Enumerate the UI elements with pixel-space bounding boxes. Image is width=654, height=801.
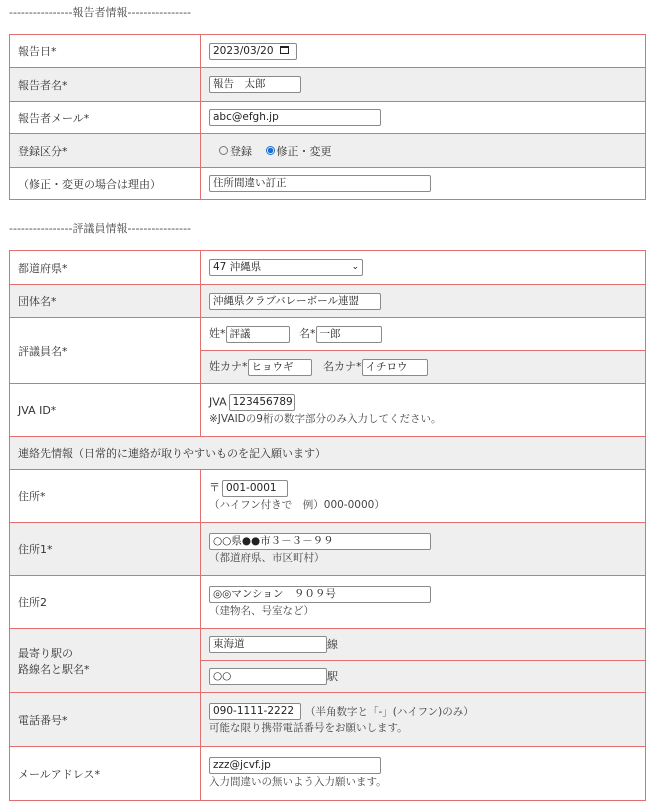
report-date-label: 報告日* — [10, 35, 201, 68]
councilor-form-table — [9, 250, 646, 801]
reporter-name-cell — [201, 68, 646, 102]
mail-row — [10, 747, 646, 801]
phone-label: 電話番号* — [10, 693, 201, 747]
phone-hint: （半角数字と「-」(ハイフン)のみ） — [305, 705, 474, 718]
address2-cell — [201, 576, 646, 629]
station-cell — [201, 661, 646, 693]
address1-cell — [201, 523, 646, 576]
jva-label: JVA ID* — [10, 384, 201, 437]
mail-label: メールアドレス* — [10, 747, 201, 801]
mei-kana-label: 名カナ* — [323, 360, 362, 374]
phone-cell — [201, 693, 646, 747]
address-cell — [201, 470, 646, 523]
chevron-down-icon: ⌄ — [351, 262, 359, 272]
address1-input[interactable]: ○○県●●市３－３－９９ — [209, 533, 431, 550]
line-row — [10, 629, 646, 661]
prefecture-row — [10, 251, 646, 285]
radio-modify-label: 修正・変更 — [276, 144, 332, 158]
radio-register-label: 登録 — [230, 144, 252, 158]
report-date-row — [10, 35, 646, 68]
address1-row — [10, 523, 646, 576]
radio-register[interactable] — [219, 145, 252, 158]
mei-kana-input[interactable]: イチロウ — [362, 359, 428, 376]
station-input[interactable]: ○○ — [209, 668, 327, 685]
mei-input[interactable]: 一郎 — [316, 326, 382, 343]
reporter-name-input[interactable]: 報告 太郎 — [209, 76, 301, 93]
station-suffix: 駅 — [327, 669, 338, 683]
reason-label: （修正・変更の場合は理由） — [10, 168, 201, 200]
sei-kana-input[interactable]: ヒョウギ — [248, 359, 312, 376]
jva-cell — [201, 384, 646, 437]
prefecture-value: 47 沖縄県 — [213, 261, 262, 273]
postal-input[interactable]: 001-0001 — [222, 480, 288, 497]
line-cell — [201, 629, 646, 661]
address1-label: 住所1* — [10, 523, 201, 576]
line-suffix: 線 — [327, 637, 338, 651]
org-label: 団体名* — [10, 285, 201, 318]
org-row — [10, 285, 646, 318]
station-label-line2: 路線名と駅名* — [18, 662, 90, 676]
phone-input[interactable]: 090-1111-2222 — [209, 703, 301, 720]
sei-label: 姓* — [209, 327, 226, 341]
contact-header: 連絡先情報（日常的に連絡が取りやすいものを記入願います） — [10, 437, 646, 470]
prefecture-label: 都道府県* — [10, 251, 201, 285]
councilor-section-title: ----------------評議員情報---------------- — [9, 222, 192, 235]
reporter-email-cell — [201, 102, 646, 134]
sei-kana-label: 姓カナ* — [209, 360, 248, 374]
address1-note: （都道府県、市区町村） — [209, 551, 325, 564]
reason-row — [10, 168, 646, 200]
address2-label: 住所2 — [10, 576, 201, 629]
reporter-name-row — [10, 68, 646, 102]
line-input[interactable]: 東海道 — [209, 636, 327, 653]
postal-note: （ハイフン付きで 例）000-0000） — [209, 498, 385, 511]
registration-type-label: 登録区分* — [10, 134, 201, 168]
report-date-cell — [201, 35, 646, 68]
station-label — [10, 629, 201, 693]
calendar-icon[interactable] — [280, 46, 289, 54]
reporter-section-title: ----------------報告者情報---------------- — [9, 6, 192, 19]
phone-row — [10, 693, 646, 747]
station-label-line1: 最寄り駅の — [18, 646, 73, 660]
phone-note: 可能な限り携帯電話番号をお願いします。 — [209, 722, 408, 734]
address-row — [10, 470, 646, 523]
contact-header-row — [10, 437, 646, 470]
postal-mark: 〒 — [209, 481, 220, 495]
jva-prefix: JVA — [209, 395, 227, 408]
report-date-value: 2023/03/20 — [213, 44, 274, 57]
org-input[interactable]: 沖縄県クラブバレーボール連盟 — [209, 293, 381, 310]
reporter-email-input[interactable]: abc@efgh.jp — [209, 109, 381, 126]
registration-type-cell — [201, 134, 646, 168]
jva-input[interactable]: 123456789 — [229, 394, 295, 411]
mail-note: 入力間違いの無いよう入力願います。 — [209, 776, 387, 788]
mail-input[interactable]: zzz@jcvf.jp — [209, 757, 381, 774]
address2-note: （建物名、号室など） — [209, 604, 314, 617]
reason-input[interactable]: 住所間違い訂正 — [209, 175, 431, 192]
address-label: 住所* — [10, 470, 201, 523]
radio-modify-circle[interactable] — [266, 146, 275, 155]
mei-label: 名* — [299, 327, 316, 341]
address2-input[interactable]: ◎◎マンション ９０９号 — [209, 586, 431, 603]
reporter-form-table — [9, 34, 646, 200]
councilor-name-row — [10, 318, 646, 351]
radio-modify[interactable] — [266, 145, 332, 158]
jva-row — [10, 384, 646, 437]
report-date-input[interactable] — [209, 43, 297, 60]
jva-note: ※JVAIDの9桁の数字部分のみ入力してください。 — [209, 412, 442, 425]
councilor-name-cell — [201, 318, 646, 351]
org-cell — [201, 285, 646, 318]
reason-cell — [201, 168, 646, 200]
mail-cell — [201, 747, 646, 801]
reporter-email-row — [10, 102, 646, 134]
councilor-name-label: 評議員名* — [10, 318, 201, 384]
reporter-email-label: 報告者メール* — [10, 102, 201, 134]
radio-register-circle[interactable] — [219, 146, 228, 155]
sei-input[interactable]: 評議 — [226, 326, 290, 343]
prefecture-select[interactable] — [209, 259, 363, 276]
reporter-name-label: 報告者名* — [10, 68, 201, 102]
address2-row — [10, 576, 646, 629]
registration-type-row — [10, 134, 646, 168]
prefecture-cell — [201, 251, 646, 285]
councilor-kana-cell — [201, 351, 646, 384]
